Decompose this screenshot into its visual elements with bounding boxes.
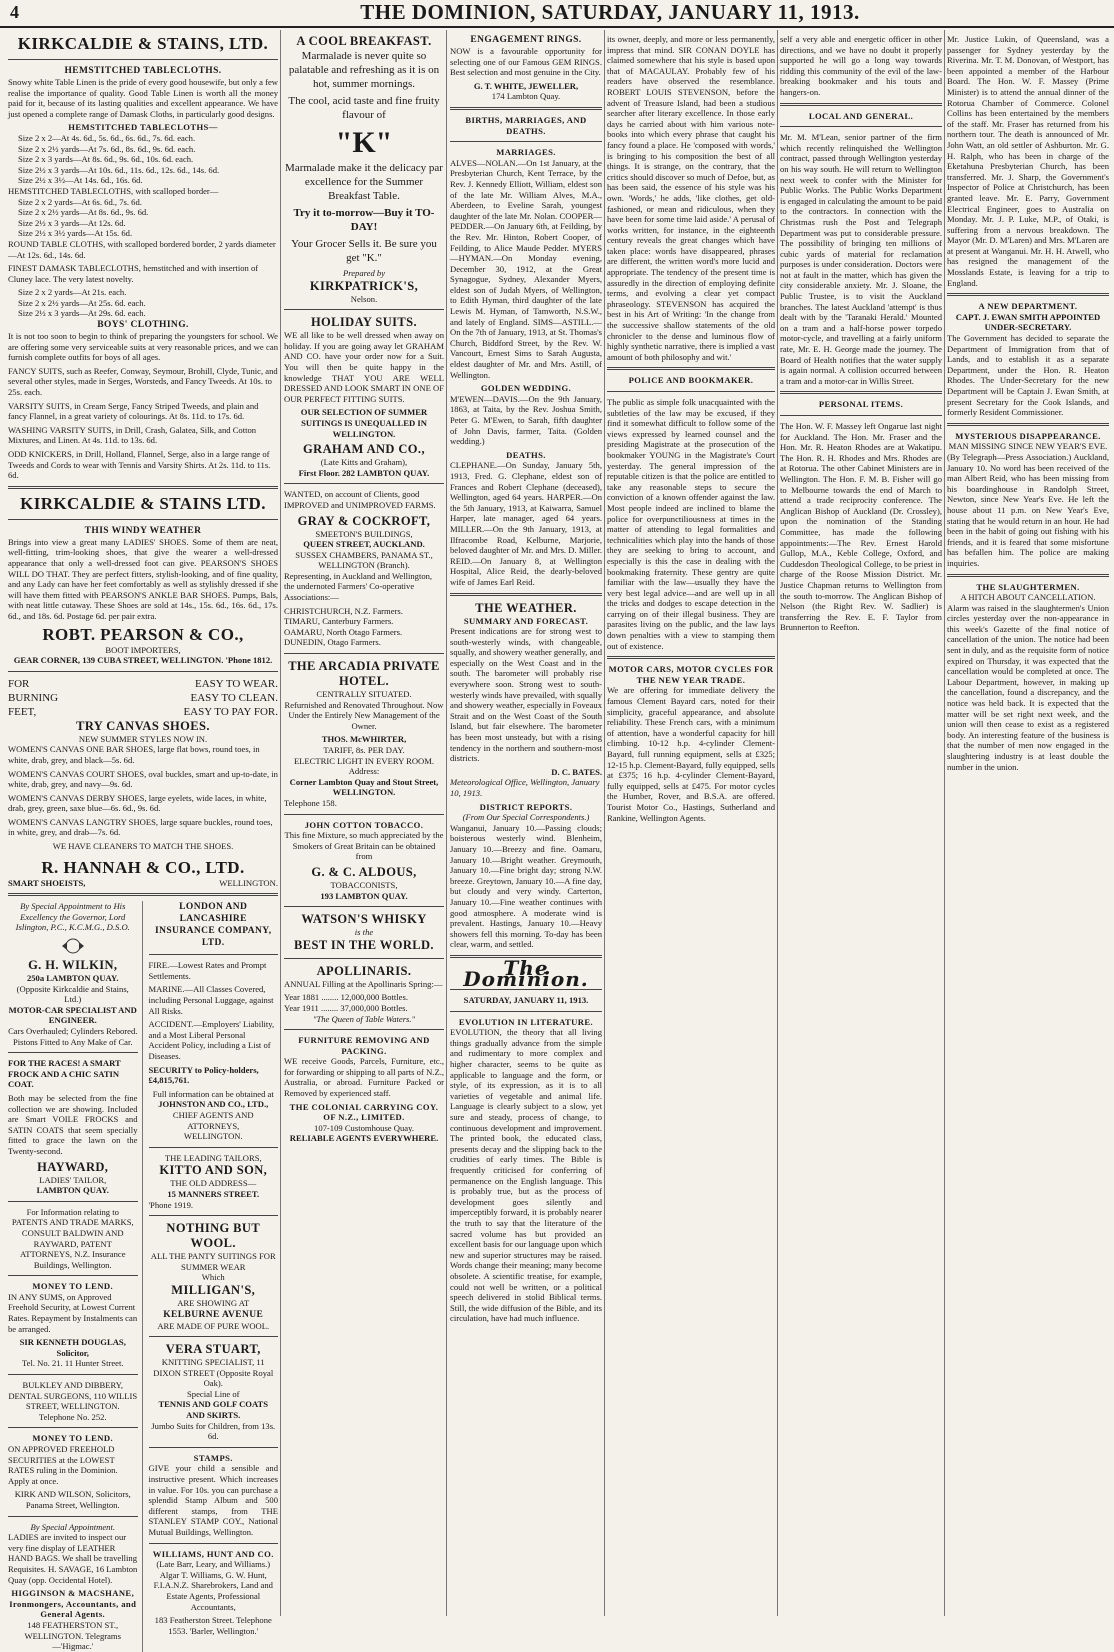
london-insurance-title: LONDON AND LANCASHIRE INSURANCE COMPANY, LTD. [155, 902, 272, 949]
prepared-by: Prepared by [342, 268, 386, 278]
deaths-text: CLEPHANE.—On Sunday, January 5th, 1913, Fred. G. Clephane, eldest son of Frances and Robert Clephane (deceased), Wellington, aged 64 years. HARPER.—On the 5th January, 1913, at Kaiwarra, Samuel Harper, late manager, aged 64 years. MILLER.—On the 9th January, 1913, at Ilfracombe Road, Kelburne, Marjorie, beloved daughter of Mr. and Mrs. D. Miller. REID.—On January 8, at Wellington Hospital, Alice Reid, the dearly-beloved wife of James Earl Reid. [450, 460, 602, 587]
for-burning-feet-ad [8, 677, 278, 719]
apollinaris-year: Year 1881 ........ 12,000,000 Bottles. [284, 992, 408, 1003]
price-line: Size 2½ x 3 yards—At 10s. 6d., 11s. 6d., 12s. 6d., 14s. 6d. [18, 164, 220, 175]
manners-street: 15 MANNERS STREET. [167, 1188, 260, 1199]
london-line: CHIEF AGENTS AND ATTORNEYS, [172, 1109, 254, 1131]
price-line: Size 2 x 2 yards—At 21s. each. [18, 287, 127, 298]
personal-continued: Mr. Justice Lukin, of Queensland, was a passenger for Sydney yesterday by the Riverina. Mr. T. M. Donovan, of Westport, has been appointed a member of the Harbour Board. The Hon. W. F. Massey (Prime Minister) is to attend the annual dinner of the Rotorua Chamber of Commerce. Colonel Collins has been entertained by the members of the staff. Mr. Fraser has returned from his northern tour. The death is announced of Mr. John Watt, an old settler of Ashburton. Mr. G. H. Ralph, who has been in charge of the Eketahuna Presbyterian Church, has been transferred. Mr. J. Sharp, the Government's Inspector of Police at Christchurch, has been granted leave. Mr. E. Parry, Government Electrical Engineer, goes to Australia on Monday. Mr. J. P. Luke, M.P., of Otaki, is suffering from a nervous breakdown. The Mayor (Mr. D. M'Laren) and Mrs. M'Laren are at present at Wanganui. Mr. H. H. Atwell, who has resigned the management of the Mosslands Estate, is leaving for a trip to England. [947, 34, 1109, 288]
vera-line: TENNIS AND GOLF COATS AND SKIRTS. [158, 1399, 269, 1421]
gray-representing: Representing, in Auckland and Wellington, the undernoted Farmers' Co-operative Associations:— [284, 570, 433, 603]
arcadia-line: Telephone 158. [284, 797, 337, 808]
windy-weather-text: Brings into view a great many LADIES' SHOES. Some of them are neat, well-fitting, trim-looking shoes, that give the wearer a well-dressed appearance that only a well-dressed foot can give. PEARSON'S SHOES WILL DO THAT. They are perfect fitters, stylish-looking, and of fine quality, and any Lady can have her feet comfortably as well as stylishly dressed if she will have them fitted with PEARSON'S ANKLE BAR SHOES. Pumps, Bals, with neat little cutaway. These Shoes are sold at 14s., 15s. 6d., 16s. 6d., 17s. 6d., and 18s. 6d. Postage 6d. per pair extra. [8, 536, 278, 621]
wanted-ad: WANTED, on account of Clients, good IMPROVED and UNIMPROVED FARMS. [284, 489, 436, 510]
watson-title: WATSON'S WHISKY [301, 912, 427, 927]
watson-is: is the [354, 927, 374, 938]
try-it: Try it to-morrow—Buy it TO-DAY! [293, 207, 435, 233]
london-line: WELLINGTON. [183, 1131, 243, 1142]
hayward-address: LAMBTON QUAY. [36, 1185, 109, 1196]
kitto-phone: 'Phone 1919. [148, 1199, 194, 1210]
column-3 [450, 30, 602, 1618]
weather-text: Present indications are for strong west to south-westerly winds, with changeable, squally, and showery weather generally, and especially on the West Coast and in the south. The barometer will probably rise everywhere soon. Strong west to south-westerly winds have prevailed, with squally and showery weather, especially in Foveaux Strait and on the West Coast of the South Island, but fair elsewhere. The barometer has been most unsteady, but with a rising tendency in the northern and southern-most districts. [450, 626, 602, 764]
wilkin-line: (Opposite Kirkcaldie and Stains, Ltd.) [16, 983, 129, 1005]
hannah-sub-row [8, 878, 278, 889]
wilkin-line: Cars Overhauled; Cylinders Rebored. [8, 1026, 138, 1036]
column-5 [780, 30, 942, 1618]
london-line: FIRE.—Lowest Rates and Prompt Settlements. [148, 960, 267, 981]
boys-intro: It is not too soon to begin to think of preparing the youngsters for school. We are offering some very serviceable suits at very reasonable prices, and we can furnish complete outfits for boys of all ages. [8, 331, 278, 363]
weather-office: Meteorological Office, Wellington, January 10, 1913. [450, 777, 600, 798]
slogan-right: EASY TO WEAR. [194, 677, 278, 690]
wool-text: ALL THE PANTY SUITINGS FOR SUMMER WEAR [150, 1251, 276, 1272]
assoc-line: DUNEDIN, Otago Farmers. [284, 637, 381, 648]
arcadia-line: Address: [348, 766, 380, 777]
cool-breakfast-title: A COOL BREAKFAST. [296, 34, 432, 48]
col1-lower-left [8, 901, 143, 1651]
canvas-line: WOMEN'S CANVAS COURT SHOES, oval buckles, smart and up-to-date, in white, drab, grey, and navy—9s. 6d. [8, 768, 278, 790]
slogan-right: EASY TO CLEAN. [190, 691, 278, 704]
hemstitched-sub: HEMSTITCHED TABLECLOTHS— [68, 122, 218, 133]
vera-line: KNITTING SPECIALIST, 11 DIXON STREET (Opposite Royal Oak). [153, 1357, 274, 1389]
money2-heading: MONEY TO LEND. [32, 1433, 114, 1444]
masthead [0, 0, 1114, 28]
ladies-invited: LADIES are invited to inspect our very fine display of LEATHER HAND BAGS. We shall be travelling Requisites. H. SAVAGE, 16 Lambton Quay (opp. Occidental Hotel). [8, 1532, 138, 1585]
money-text: IN ANY SUMS, on Approved Freehold Security, at Lowest Current Rates. Repayment by Instalments can be arranged. [8, 1291, 138, 1334]
gray-address: QUEEN STREET, AUCKLAND. [303, 539, 425, 550]
bmd-heading: BIRTHS, MARRIAGES, AND DEATHS. [465, 114, 587, 136]
price-line: Size 2 x 2—At 4s. 6d., 5s. 6d., 6s. 6d., 7s. 6d. each. [18, 132, 196, 143]
price-line: Size 2½ x 3 yards—At 29s. 6d. each. [18, 308, 146, 319]
column-2 [284, 30, 444, 1618]
price-line: HEMSTITCHED TABLECLOTHS, with scalloped border— [8, 185, 219, 196]
motor-heading: MOTOR CARS, MOTOR CYCLES FOR THE NEW YEAR TRADE. [608, 664, 774, 685]
column-6 [947, 30, 1109, 1618]
district-text: Wanganui, January 10.—Passing clouds; boisterous westerly wind. Blenheim, January 10.—Breezy and fine. Oamaru, January 10.—Bright weather. Greymouth, January 10.—Fine bright day; strong N.W. breeze. Greytown, January 10.—A fine day, but cloudy and very windy. Carterton, January 10.—Fine weather continues with good atmosphere. A moderate wind is prevalent. Hastings, January 10.—Heavy showers fell this morning. To-day has been clear, warm, and settled. [450, 822, 602, 950]
personal-items-text: The Hon. W. F. Massey left Ongarue last night for Auckland. The Hon. Mr. Fraser and the Hon. Mr. R. Heaton Rhodes are at Wakatipu. The Hon. R. H. Rhodes and Mrs. Rhodes are at Rotorua. The other Cabinet Ministers are in Wellington. The Hon. F. M. B. Fisher will go to Melbourne towards the end of March to attend a trade reciprocity conference. The Anglican Bishop of Auckland (Dr. Crossley), upon the nomination of the Standing Committee, has made the following appointments:—The Rev. Ernest Harold Gullop, M.A., Keble College, Oxford, and Cuddesdon Theological College, to be priest in charge of the Roose Mission District. Mr. Justice Chapman returns to Wellington from the south to-morrow. The Anglican Bishop of Nelson (the Right Rev. W. Sadlier) is transferring the Rev. E. F. Taylor from Brunnerton to Reefton. [780, 421, 942, 633]
dominion-nameplate: The Dominion. [463, 955, 589, 991]
milligan-name: MILLIGAN'S, [171, 1282, 256, 1297]
police-bookmaker-text: The public as simple folk unacquainted with the subtleties of the law may be excused, if they find it somewhat difficult to follow some of the views expressed by learned counsel and the presiding Magistrate at the prosecution of the bookmaker YOUNG in the Magistrate's Court yesterday. The general impression of the reputable citizen is that the police are entitled to take any reasonable steps to secure the conviction of a known offender against the law. Most people indeed are inclined to blame the police for overpunctiliousness at times in the matter of attending to legal formalities and technicalities which play into the hands of those they are seeking to bring to account, and especially is this the case in dealing with the bookmaking fraternity. These gentry are quite familiar with the law—usually they have the very best legal advice—and are well up in all the tricks and dodges to escape detection in the carrying on of their illegal business. They are parasites living on the public, and the law lays down penalties with a view to stamping them out of existence. [607, 397, 775, 651]
furniture-title: FURNITURE REMOVING AND PACKING. [298, 1035, 430, 1056]
apollinaris-year: Year 1911 ........ 37,000,000 Bottles. [284, 1002, 408, 1013]
money2-text: ON APPROVED FREEHOLD SECURITIES at the LOWEST RATES ruling in the Dominion. Apply at once. [8, 1444, 118, 1486]
races-heading: FOR THE RACES! A SMART FROCK AND A CHIC SATIN COAT. [8, 1058, 121, 1090]
assoc-line: TIMARU, Canterbury Farmers. [284, 616, 394, 627]
gray-sub: SMEETON'S BUILDINGS, [315, 528, 413, 539]
patents-ad: For Information relating to PATENTS AND TRADE MARKS, CONSULT BALDWIN AND RAYWARD, PATENT ATTORNEYS, N.Z. Insurance Buildings, Wellington. [11, 1206, 134, 1270]
royal-crest-icon [58, 936, 88, 956]
column-rule [280, 30, 281, 1616]
price-line: Size 2½ x 3½—At 14s. 6d., 16s. 6d. [18, 175, 143, 186]
price-line: Size 2½ x 3 yards—At 12s. 6d. [18, 217, 126, 228]
column-rule [446, 30, 447, 1616]
slogan-left: FEET, [8, 705, 37, 718]
deaths-heading: DEATHS. [506, 449, 546, 460]
arcadia-line: Refurnished and Renovated Throughout. Now Under the Entirely New Management of the Owner. [284, 699, 444, 731]
slogan-right: EASY TO PAY FOR. [183, 705, 278, 718]
assoc-line: OAMARU, North Otago Farmers. [284, 626, 403, 637]
hannah-city: WELLINGTON. [219, 877, 278, 888]
nothing-but-wool: NOTHING BUT WOOL. [166, 1221, 261, 1251]
district-sub: (From Our Special Correspondents.) [462, 812, 590, 823]
newspaper-title: THE DOMINION, SATURDAY, JANUARY 11, 1913. [360, 0, 860, 24]
grocer: Your Grocer Sells it. Be sure you get "K." [291, 238, 437, 264]
cotton-text: This fine Mixture, so much appreciated by the Smokers of Great Britain can be obtained from [284, 830, 444, 862]
wilkin-line: Pistons Fitted to Any Make of Car. [12, 1036, 133, 1047]
aldous-address: 193 LAMBTON QUAY. [320, 890, 408, 901]
evolution-text: EVOLUTION, the theory that all living things gradually advance from the simple and rudimentary to more complex and higher character, seems to be quite as applicable to language and the form, or style, of its expression, as it is to all varieties of vegetable and animal life. Language is clearly subject to a slow, yet sure and steady, process of change, to continuous development and improvement. The printed book, the educated class, presents decay and the slipping back to the crudities of early times. The Bible is frequently criticised for conferring of permanence on the English language. This is probably true, but as the process of development goes silently and imperceptibly forward, it is probably nearer the truth to say that the literature of the sacred volume has but provided an excellent basis for our language upon which new and superior structures may be raised. Words change their meaning; many become obsolete. A scientific treatise, for example, could not well be written, or a political speech delivered in stolid Biblical terms. Still, the wide diffusion of the Bible, and its circulation, have had much influence. [450, 1027, 602, 1324]
personal-items-heading: PERSONAL ITEMS. [818, 399, 904, 410]
white-address: 174 Lambton Quay. [491, 91, 561, 102]
arcadia-line: Corner Lambton Quay and Stout Street, WELLINGTON. [289, 776, 439, 798]
canvas-line: WOMEN'S CANVAS ONE BAR SHOES, large flat bows, round toes, in white, drab, grey, and black—5s. 6d. [8, 744, 260, 765]
arcadia-line: THOS. McWHIRTER, [321, 734, 407, 745]
hunt-address: 183 Featherston Street. Telephone 1553. 'Barler, Wellington.' [154, 1615, 272, 1636]
round-cloths: ROUND TABLE CLOTHS, with scalloped bordered border, 2 yards diameter—At 12s. 6d., 14s. 6d. [8, 238, 276, 260]
vera-line: Jumbo Suits for Children, from 13s. 6d. [151, 1420, 276, 1442]
apollinaris-tag: "The Queen of Table Waters." [312, 1013, 416, 1024]
hannah-title: R. HANNAH & CO., LTD. [41, 857, 245, 877]
price-line: Size 2 x 2½ yards—At 7s. 6d., 8s. 6d., 9s. 6d. each. [18, 143, 196, 154]
engagement-text: NOW is a favourable opportunity for selecting one of our Famous GEM RINGS. Best selection and most genuine in the City. [450, 46, 602, 78]
sussex-chambers: SUSSEX CHAMBERS, PANAMA ST., WELLINGTON (Branch). [295, 549, 433, 571]
hunt-title: WILLIAMS, HUNT AND CO. [152, 1548, 274, 1559]
k-brand-mark: "K" [335, 126, 393, 159]
arcadia-title: THE ARCADIA PRIVATE HOTEL. [288, 659, 440, 689]
marriages-text: ALVES—NOLAN.—On 1st January, at the Presbyterian Church, Kent Terrace, by the Rev. J. Kennedy Elliott, William, eldest son of the late Mr. William Alves, M.A., Aberdeen, to Eveline Sarah, youngest daughter of the late Mr. Nolan. COOPER—PEDDER.—On January 6th, at Feilding, by the Rev. Mr. Hinton, Robert Cooper, of Feilding, to Alice Maude Pedder. MYERS—HYMAN.—On Monday evening, December 30, 1912, at the Great Synagogue, Sydney, Alexander Myers, eldest son of Judah Myers, of Wellington, to Edith Hyman, third daughter of the late Lewis M. Hyman, of Tamworth, N.S.W., and lately of England. SIMS—ASTILL.—On the 7th of January, 1913, at St. Thomas's Church, Biddford Street, by the Rev. W. Vancourt, Ernest Sims to Sarah Augusta, eldest daughter of Mr. and Mrs. Astill, of Wellington. [450, 157, 602, 380]
dominion-date: SATURDAY, JANUARY 11, 1913. [463, 995, 589, 1006]
colonial-title: THE COLONIAL CARRYING COY. OF N.Z., LIMITED. [289, 1101, 439, 1123]
new-department-text: The Government has decided to separate the Department of Immigration from that of Lands, and to establish it as a separate Department, under the Hon. R. Heaton Rhodes. The Under-Secretary for the new Department will be Captain J. Ewan Smith, at present Secretary for the Cook Islands, and formerly Resident Commissioner. [947, 333, 1109, 418]
aldous-sub: TOBACCONISTS, [330, 879, 398, 890]
motor-text: We are offering for immediate delivery the famous Clement Bayard cars, noted for their simplicity, graceful appearance, and absolute reliability. These French cars, with a minimum of attention, have a wonderful capacity for hill climbing. 10-12 h.p. 4-cylinder Clement-Bayard, full running equipment, sells at £325; 12-15 h.p. Clement-Bayard, fully equipped, sells at £375; 16 h.p. 4-cylinder Clement-Bayard, fully equipped, sells at £475. For motor cycles the Humber, Rover, and B.S.A. are offered. Tourist Motor Co., Hastings, Sutherland and Rankine, Wellington Agents. [607, 685, 775, 823]
colonial-address: 107-109 Customhouse Quay. [314, 1122, 414, 1133]
wilkin-line: 250a LAMBTON QUAY. [26, 973, 119, 984]
colonial-agents: RELIABLE AGENTS EVERYWHERE. [289, 1133, 439, 1144]
canvas-shoes-heading: TRY CANVAS SHOES. [76, 718, 210, 733]
slogan-left: BURNING [8, 691, 59, 704]
col1-lower-right [149, 901, 279, 1651]
mysterious-sub: MAN MISSING SINCE NEW YEAR'S EVE. [948, 441, 1108, 452]
graham-late: (Late Kitts and Graham), [320, 457, 408, 468]
holiday-selection: OUR SELECTION OF SUMMER SUITINGS IS UNEQUALLED IN WELLINGTON. [300, 407, 428, 439]
weather-signature: D. C. BATES. [551, 766, 602, 777]
weather-heading: THE WEATHER. [475, 600, 577, 615]
watson-best: BEST IN THE WORLD. [294, 937, 434, 952]
price-line: Size 2½ x 3½ yards—At 15s. 6d. [18, 228, 133, 239]
evolution-heading: EVOLUTION IN LITERATURE. [458, 1016, 594, 1027]
wilkin-line: MOTOR-CAR SPECIALIST AND ENGINEER. [8, 1004, 137, 1026]
graham-address: First Floor. 282 LAMBTON QUAY. [298, 467, 430, 478]
kitto-name: KITTO AND SON, [159, 1163, 268, 1178]
bulkley-ad: BULKLEY AND DIBBERY, DENTAL SURGEONS, 110 WILLIS STREET, WELLINGTON. Telephone No. 252. [8, 1380, 138, 1422]
stamps-text: GIVE your child a sensible and instructive present. Which increases in value. For 10s. you can purchase a splendid Stamp Album and 500 different stamps, from THE STANLEY STAMP COY., National Mutual Buildings, Wellington. [148, 1463, 278, 1537]
assoc-line: CHRISTCHURCH, N.Z. Farmers. [284, 605, 403, 616]
cotton-title: JOHN COTTON TOBACCO. [304, 819, 424, 830]
varsity-suits: VARSITY SUITS, in Cream Serge, Fancy Striped Tweeds, and plain and fancy Flannel, in a great variety of colourings. At 8s. 11d. to 17s. 6d. [8, 400, 259, 422]
engagement-rings-title: ENGAGEMENT RINGS. [470, 35, 582, 45]
slaughtermen-heading: THE SLAUGHTERMEN. [976, 581, 1080, 592]
pearson-sub: BOOT IMPORTERS, [105, 644, 181, 655]
nelson: Nelson. [350, 293, 378, 304]
canvas-cleaners: WE HAVE CLEANERS TO MATCH THE SHOES. [52, 841, 234, 852]
holiday-text: WE all like to be well dressed when away on holiday. If you are going away let GRAHAM AND CO. have your order now for a Suit. You will then be quite happy in the knowledge THAT YOU ARE WELL DRESSED AND LOOK SMART IN ONE OF OUR PERFECT FITTING SUITS. [284, 330, 444, 404]
new-department-sub: CAPT. J. EWAN SMITH APPOINTED UNDER-SECRETARY. [955, 311, 1101, 333]
district-heading: DISTRICT REPORTS. [479, 801, 573, 812]
hannah-sub: SMART SHOEISTS, [8, 877, 86, 888]
local-general-text: Mr. M. M'Lean, senior partner of the firm which recently relinquished the Wellington contract, passed through Wellington yesterday on his way south. He will return to Wellington next week to confer with the Minister for Public Works. The Public Works Department is engaged in calculating the amount to be paid to the contractors. In connection with the Christmas rush the Post and Telegraph Department was put to considerable pressure. The possibility of bringing ten millions of cubic yards of material for reclamation purposes is under consideration. Doctors were not at fault in the matter, which has given the city considerable anxiety. Mr. J. Sloane, the Public Trustee, is to visit the Auckland branches. The latest Auckland 'attempt' is thus dealt with by the 'Taranaki Herald.' Mounted on a tram and a half-horse power torpedo motor-cycle, and travelling at a fairly uniform rate, Mr. E. H. George made the journey. The Board of Health notifies that the water supply is again normal. A collision occurred between a tram and a motor-car in Willis Street. [780, 132, 942, 386]
column-rule [777, 30, 778, 1616]
money-address: Tel. No. 21. 11 Hunter Street. [22, 1358, 124, 1369]
gray-cockroft-title: GRAY & COCKROFT, [297, 513, 431, 528]
london-line: MARINE.—All Classes Covered, including Personal Luggage, against All Risks. [148, 984, 274, 1016]
price-line: Size 2 x 3 yards—At 8s. 6d., 9s. 6d., 10s. 6d. each. [18, 154, 194, 165]
fancy-suits: FANCY SUITS, such as Reefer, Conway, Seymour, Brohill, Clyde, Tunic, and several other styles, made in Serges, Worsteds, and Fancy Tweeds. At 10s. to 25s. each. [8, 365, 278, 398]
hayward-sub: LADIES' TAILOR, [39, 1174, 107, 1185]
canvas-line: WOMEN'S CANVAS DERBY SHOES, large eyelets, wide laces, in white, drab, grey, green, saxe blue—6s. 6d., 9s. 6d. [8, 792, 267, 814]
kelburne: KELBURNE AVENUE [163, 1309, 264, 1320]
apollinaris-title: APOLLINARIS. [316, 963, 412, 978]
column-4 [607, 30, 775, 1618]
page-number: 4 [10, 2, 19, 22]
golden-wedding-text: M'EWEN—DAVIS.—On the 9th January, 1863, at Taita, by the Rev. Joshua Smith, Peter G. M'Ewen, to Sarah, fifth daughter of John Davis, farmer, Taita. (Golden wedding.) [450, 393, 602, 447]
pearson-address: GEAR CORNER, 139 CUBA STREET, WELLINGTON. 'Phone 1812. [13, 655, 273, 666]
canvas-new-styles: NEW SUMMER STYLES NOW IN. [78, 733, 208, 744]
pearson-title: ROBT. PEARSON & CO., [42, 624, 244, 644]
cool-text: The cool, acid taste and fine fruity flavour of [288, 95, 440, 121]
old-address: THE OLD ADDRESS— [170, 1178, 257, 1189]
london-line: Full information can be obtained at [152, 1088, 274, 1099]
canvas-line: WOMEN'S CANVAS LANGTRY SHOES, large square buckles, round toes, in white, grey, and drab—7s. 6d. [8, 816, 273, 838]
wilkin-appointment: By Special Appointment to His Excellency the Governor, Lord Islington, P.C., K.C.M.G., D.S.O. [15, 901, 130, 933]
london-line: SECURITY to Policy-holders, £4,815,761. [148, 1064, 259, 1086]
police-bookmaker-heading: POLICE AND BOOKMAKER. [628, 375, 754, 386]
arcadia-line: TARIFF, 8s. PER DAY. [323, 745, 405, 755]
milligan-text: ARE SHOWING AT [177, 1297, 250, 1308]
slogan-left: FOR [8, 677, 30, 690]
london-line: JOHNSTON AND CO., LTD., [158, 1099, 269, 1110]
vera-line: Special Line of [187, 1388, 240, 1399]
boys-clothing-heading: BOYS' CLOTHING. [97, 320, 189, 331]
local-general-heading: LOCAL AND GENERAL. [808, 110, 914, 121]
column-rule [604, 30, 605, 1616]
wilkin-name: G. H. WILKIN, [28, 958, 118, 973]
apollinaris-text: ANNUAL Filling at the Apollinaris Spring:— [284, 978, 443, 989]
cool-text: Marmalade is never quite so palatable and refreshing as it is on hot, summer mornings. [288, 50, 440, 90]
money-heading: MONEY TO LEND. [32, 1281, 114, 1292]
price-line: Size 2 x 2½ yards—At 8s. 6d., 9s. 6d. [18, 207, 149, 218]
hayward-name: HAYWARD, [37, 1159, 109, 1174]
special-appointment: By Special Appointment. [30, 1521, 116, 1532]
washing-suits: WASHING VARSITY SUITS, in Drill, Crash, Galatea, Silk, and Cotton Mixtures, and Linen. At 4s. 11d. to 13s. 6d. [8, 424, 257, 446]
arcadia-line: CENTRALLY SITUATED. [316, 689, 412, 700]
london-line: ACCIDENT.—Employers' Liability, and a Most Liberal Personal Accident Policy, including a List of Diseases. [148, 1019, 275, 1061]
arcadia-line: ELECTRIC LIGHT IN EVERY ROOM. [293, 755, 435, 766]
kirkpatrick: KIRKPATRICK'S, [309, 278, 419, 293]
holiday-suits-title: HOLIDAY SUITS. [310, 315, 418, 330]
kelburne-text: ARE MADE OF PURE WOOL. [157, 1320, 270, 1331]
windy-weather-heading: THIS WINDY WEATHER [84, 525, 202, 536]
column-rule [944, 30, 945, 1616]
hunt-sub: (Late Barr, Leary, and Williams.) Algar T. Williams, G. W. Hunt, F.I.A.N.Z. Sharebrokers, Land and Estate Agents, Professional Accountants, [153, 1559, 273, 1612]
higginson-title: HIGGINSON & MACSHANE, Ironmongers, Accountants, and General Agents. [9, 1588, 137, 1620]
money-signatory: SIR KENNETH DOUGLAS, Solicitor, [19, 1337, 126, 1358]
slaughtermen-sub: A HITCH ABOUT CANCELLATION. [960, 592, 1096, 603]
aldous-name: G. & C. ALDOUS, [311, 864, 417, 879]
finest-damask: FINEST DAMASK TABLECLOTHS, hemstitched and with insertion of Cluney lace. The very latest novelty. [8, 263, 259, 284]
ad-kirkcaldie-title: KIRKCALDIE & STAINS, LTD. [17, 34, 269, 53]
evolution-continued: its owner, deeply, and more or less permanently, impress that mind. SIR CONAN DOYLE has claimed somewhere that his style is based upon that of MACAULAY. Probably few of his readers have observed the resemblance. ROBERT LOUIS STEVENSON, before the advent of Treasure Island, had been a studious searcher after literary excellence. In those early days he carried about with him various note-books into which every phrase that caught his fancy found a place. He 'composed with words,' is bringing to his composition the best of all things. It is strange, on the contrary, that the critics should discover so much of Defoe, but, as has been said, the essence of his style was his own. 'Words,' he adds, 'like clothes, get old-fashioned, or mean and ridiculous, when they have been for some time laid aside.' A perusal of works written, for instance, in the eighteenth century reveals the great changes which have taken place: words have disappeared, phrases are different, the written word's more lucid and appropriate. The tendency of the present time is assuredly in the direction of employing definite terms, and evolving a clear yet compact phraseology. STEVENSON has acquired the best in his Art of Writing: 'In the change from the successive shallow statements of the old chronicler to the dense and luminous flow of highly synthetic narrative, there is implied a vast amount of both philosophy and wit.' [607, 34, 775, 362]
new-department-heading: A NEW DEPARTMENT. [978, 301, 1078, 312]
higginson-address: 148 FEATHERSTON ST., WELLINGTON. Telegrams—'Higmac.' [24, 1619, 121, 1652]
stamps-heading: STAMPS. [193, 1452, 233, 1463]
slaughtermen-text: Alarm was raised in the slaughtermen's Union circles yesterday over the non-appearance in this week's Gazette of the final notice of cancellation of the union. The notice had been sent in duly, and as the requisite form of notice expired on Thursday, it was expected that the cancellation would be completed at once. The Labour Department, however, in making up the cancellation, found a discrepancy, and the notice was held back. It is expected that the matter will be set right next week, and the union will then cease to exist as a registered body. An interesting feature of the business is that the number of men now engaged in the slaughtering industry is at least double the number in the union. [947, 602, 1109, 772]
marriages-heading: MARRIAGES. [496, 147, 556, 158]
mysterious-text: (By Telegraph—Press Association.) Auckland, January 10. No word has been received of the man Albert Reid, who has been missing from his boardinghouse in Randolph Street, Newton, since New Year's Eve. He left the house about 11 p.m. on New Year's Eve, stating that he would return in an hour. He had been in the habit of going out fishing with his friends, and it is feared that some misfortune has befallen him. The police are making inquiries. [947, 451, 1109, 568]
odd-knickers: ODD KNICKERS, in Drill, Holland, Flannel, Serge, also in a large range of Tweeds and Cords to wear with Tennis and Varsity Shirts. At 2s. 11d. to 11s. 6d. [8, 449, 271, 481]
white-jeweller: G. T. WHITE, JEWELLER, [473, 80, 579, 91]
price-line: Size 2 x 2 yards—At 6s. 6d., 7s. 6d. [18, 196, 142, 207]
weather-sub: SUMMARY AND FORECAST. [463, 615, 589, 626]
hemstitched-heading: HEMSTITCHED TABLECLOTHS. [64, 66, 222, 76]
golden-wedding-heading: GOLDEN WEDDING. [480, 383, 572, 394]
furniture-text: WE receive Goods, Parcels, Furniture, etc., for forwarding or shipping to all parts of N.Z., Australia, or abroad. Furniture Packed or Removed by experienced staff. [284, 1056, 444, 1099]
police-continued: self a very able and energetic officer in other directions, and we have no doubt it properly supported he will go a long way towards ridding this community of the evil of the law-breaking bookmaker and his touts and hangers-on. [780, 34, 942, 97]
kirk-wilson: KIRK AND WILSON, Solicitors, Panama Street, Wellington. [14, 1489, 131, 1510]
which: Which [201, 1272, 225, 1283]
price-line: Size 2 x 2½ yards—At 25s. 6d. each. [18, 297, 146, 308]
column-1 [8, 30, 278, 1652]
races-text: Both may be selected from the fine collection we are showing. Included are Smart VOILE FROCKS and SATIN COATS that seem specially fitted to grace the lawn on the Twenty-second. [8, 1092, 138, 1156]
vera-stuart-name: VERA STUART, [165, 1342, 261, 1357]
tailors-heading: THE LEADING TAILORS, [164, 1152, 262, 1163]
graham-name: GRAHAM AND CO., [303, 442, 425, 457]
mysterious-heading: MYSTERIOUS DISAPPEARANCE. [955, 430, 1101, 441]
hemstitched-intro: Snowy white Table Linen is the pride of every good housewife, but only a few realise the importance of quality. Good Table Linen is worth all the money paid for it, because of its lasting qualities and excellent appearance. We have just opened a complete range of Damask Cloths, in particularly good designs. [8, 77, 278, 119]
ad-kirkcaldie-title-2: KIRKCALDIE & STAINS LTD. [20, 493, 266, 513]
cool-text: Marmalade make it the delicacy par excellence for the Summer Breakfast Table. [285, 162, 443, 202]
